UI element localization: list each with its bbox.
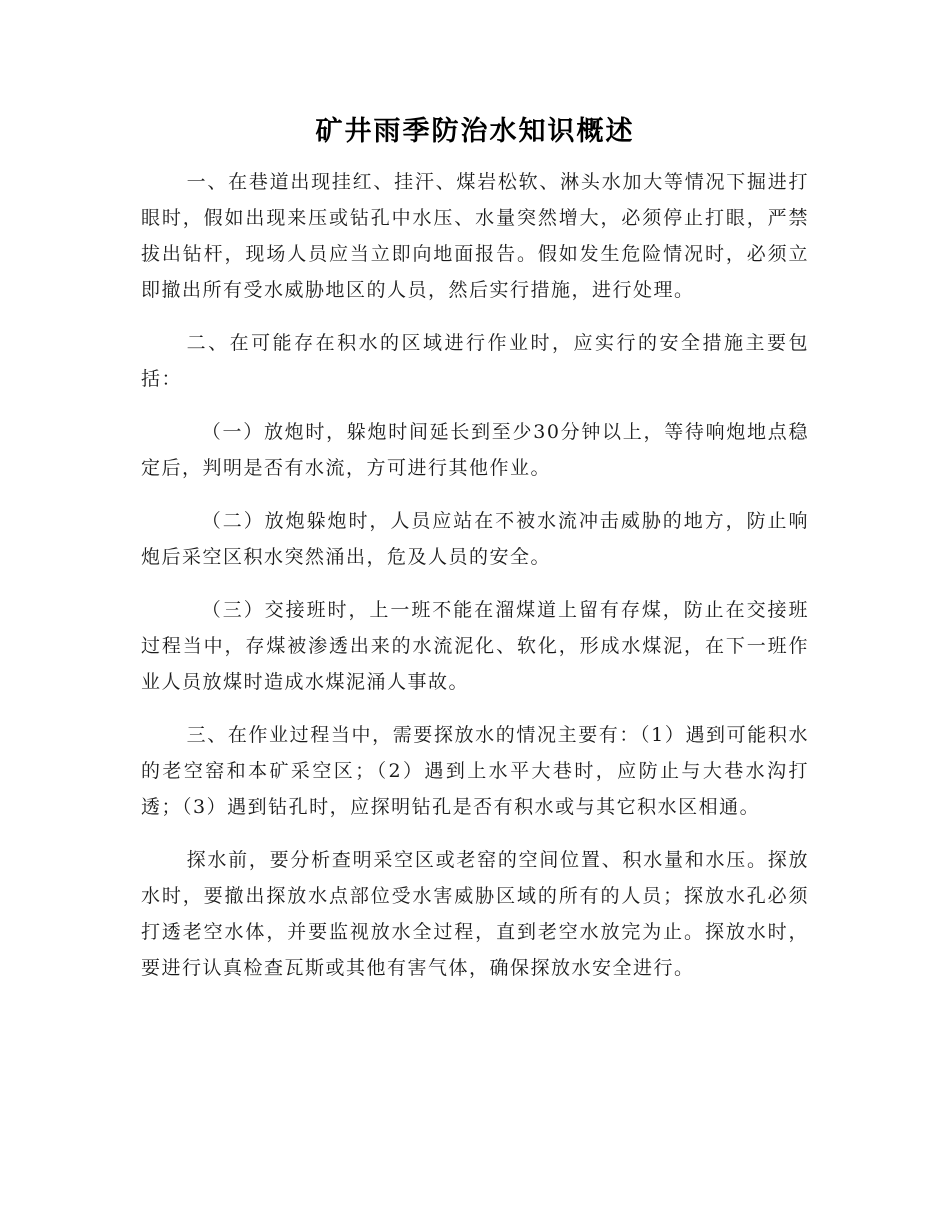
paragraph-water-exploration: 探水前，要分析查明采空区或老窑的空间位置、积水量和水压。探放水时，要撤出探放水点部位受水害威胁区域的所有的人员；探放水孔必须打透老空水体，并要监视放水全过程，直到老空水放完为止。探放水时，要进行认真检查瓦斯或其他有害气体，确保探放水安全进行。 [141, 849, 809, 979]
paragraph-section-3: 三、在作业过程当中，需要探放水的情况主要有：（1）遇到可能积水的老空窑和本矿采空区；（2）遇到上水平大巷时，应防止与大巷水沟打透；（3）遇到钻孔时，应探明钻孔是否有积水或与其它积水区相通。 [141, 724, 809, 818]
document-body [141, 164, 809, 1003]
paragraph-measure-2: （二）放炮躲炮时，人员应站在不被水流冲击威胁的地方，防止响炮后采空区积水突然涌出，危及人员的安全。 [141, 510, 809, 568]
document-title: 矿井雨季防治水知识概述 [315, 116, 635, 147]
paragraph-measure-1: （一）放炮时，躲炮时间延长到至少30分钟以上，等待响炮地点稳定后，判明是否有水流，方可进行其他作业。 [141, 421, 809, 479]
paragraph-section-2: 二、在可能存在积水的区域进行作业时，应实行的安全措施主要包括： [141, 332, 809, 390]
paragraph-measure-3: （三）交接班时，上一班不能在溜煤道上留有存煤，防止在交接班过程当中，存煤被渗透出来的水流泥化、软化，形成水煤泥，在下一班作业人员放煤时造成水煤泥涌人事故。 [141, 599, 809, 693]
paragraph-section-1: 一、在巷道出现挂红、挂汗、煤岩松软、淋头水加大等情况下掘进打眼时，假如出现来压或钻孔中水压、水量突然增大，必须停止打眼，严禁拔出钻杆，现场人员应当立即向地面报告。假如发生危险情况时，必须立即撤出所有受水威胁地区的人员，然后实行措施，进行处理。 [141, 171, 809, 301]
